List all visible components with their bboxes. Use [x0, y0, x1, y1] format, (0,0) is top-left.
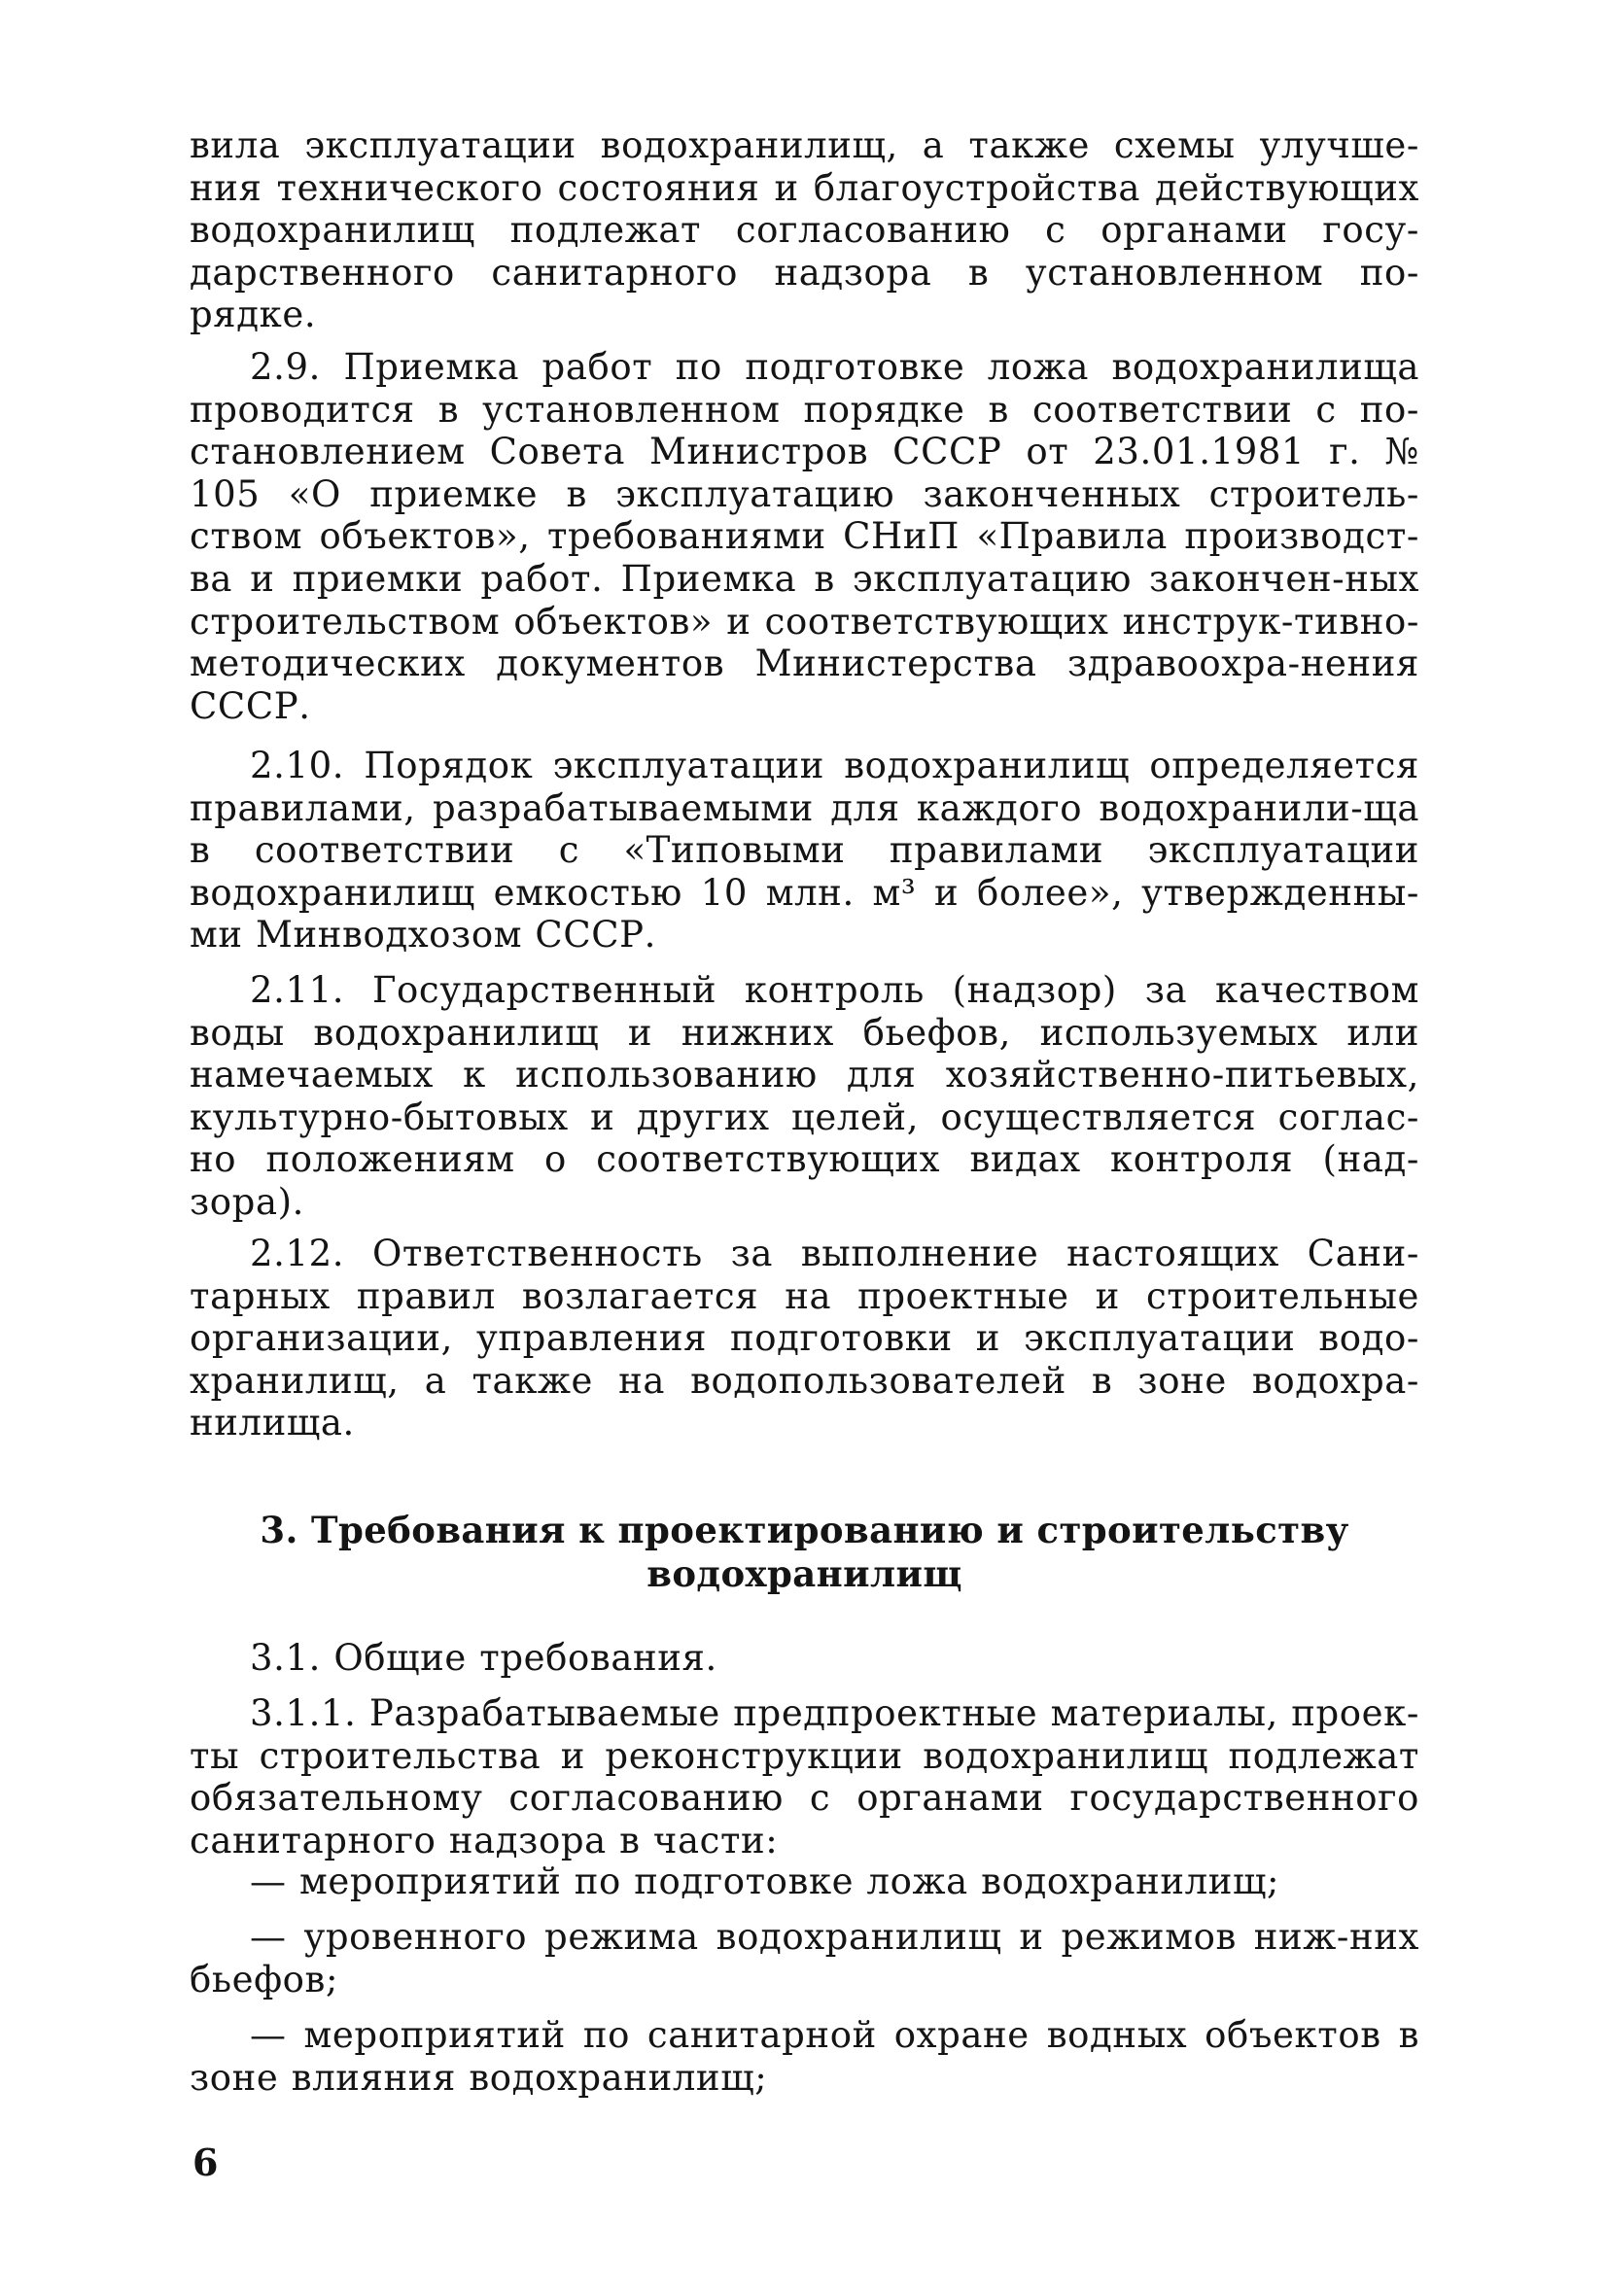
paragraph-text: вила эксплуатации водохранилищ, а также схемы улучше-ния технического состояния и благоустройства действующих водохранилищ подлежат согласованию с органами госу-дарственного санитарного надзора в установленном по-рядке. [190, 124, 1419, 336]
paragraph-2-12 [190, 1233, 1419, 1444]
paragraph-2-9 [190, 346, 1419, 727]
page-number: 6 [192, 2140, 219, 2184]
paragraph-text: 2.11. Государственный контроль (надзор) за качеством воды водохранилищ и нижних бьефов, используемых или намечаемых к использованию для хозяйственно-питьевых, культурно-бытовых и других целей, осуществляется соглас-но положениям о соответствующих видах контроля (над-зора). [190, 969, 1419, 1223]
list-item-dash [190, 2014, 1419, 2099]
list-item-text: — мероприятий по подготовке ложа водохранилищ; [250, 1861, 1280, 1902]
list-item-dash [190, 1916, 1419, 2000]
list-item-dash [190, 1861, 1419, 1903]
paragraph-text: 2.12. Ответственность за выполнение настоящих Сани-тарных правил возлагается на проектные и строительные организации, управления подготовки и эксплуатации водо-хранилищ, а также на водопользователей в зоне водохра-нилища. [190, 1233, 1419, 1444]
subsection-title-3-1 [190, 1637, 1419, 1680]
list-item-text: — мероприятий по санитарной охране водных объектов в зоне влияния водохранилищ; [190, 2014, 1419, 2099]
paragraph-text: 2.9. Приемка работ по подготовке ложа водохранилища проводится в установленном порядке в соответствии с по-становлением Совета Министров СССР от 23.01.1981 г. № 105 «О приемке в эксплуатацию законченных строитель-ством объектов», требованиями СНиП «Правила производст-ва и приемки работ. Приемка в эксплуатацию закончен-ных строительством объектов» и соответствующих инструк-тивно-методических документов Министерства здравоохра-нения СССР. [190, 346, 1419, 727]
paragraph-2-10 [190, 745, 1419, 957]
list-item-text: — уровенного режима водохранилищ и режимов ниж-них бьефов; [190, 1916, 1419, 2000]
paragraph-continuation [190, 124, 1419, 336]
paragraph-text: 3.1. Общие требования. [250, 1637, 717, 1679]
paragraph-3-1-1 [190, 1692, 1419, 1861]
section-heading: 3. Требования к проектированию и строительству водохранилищ [260, 1509, 1349, 1595]
paragraph-2-11 [190, 969, 1419, 1224]
paragraph-text: 2.10. Порядок эксплуатации водохранилищ определяется правилами, разрабатываемыми для каждого водохранили-ща в соответствии с «Типовыми правилами эксплуатации водохранилищ емкостью 10 млн. м³ и более», утвержденны-ми Минводхозом СССР. [190, 745, 1419, 957]
paragraph-text: 3.1.1. Разрабатываемые предпроектные материалы, проек-ты строительства и реконструкции водохранилищ подлежат обязательному согласованию с органами государственного санитарного надзора в части: [190, 1692, 1420, 1861]
